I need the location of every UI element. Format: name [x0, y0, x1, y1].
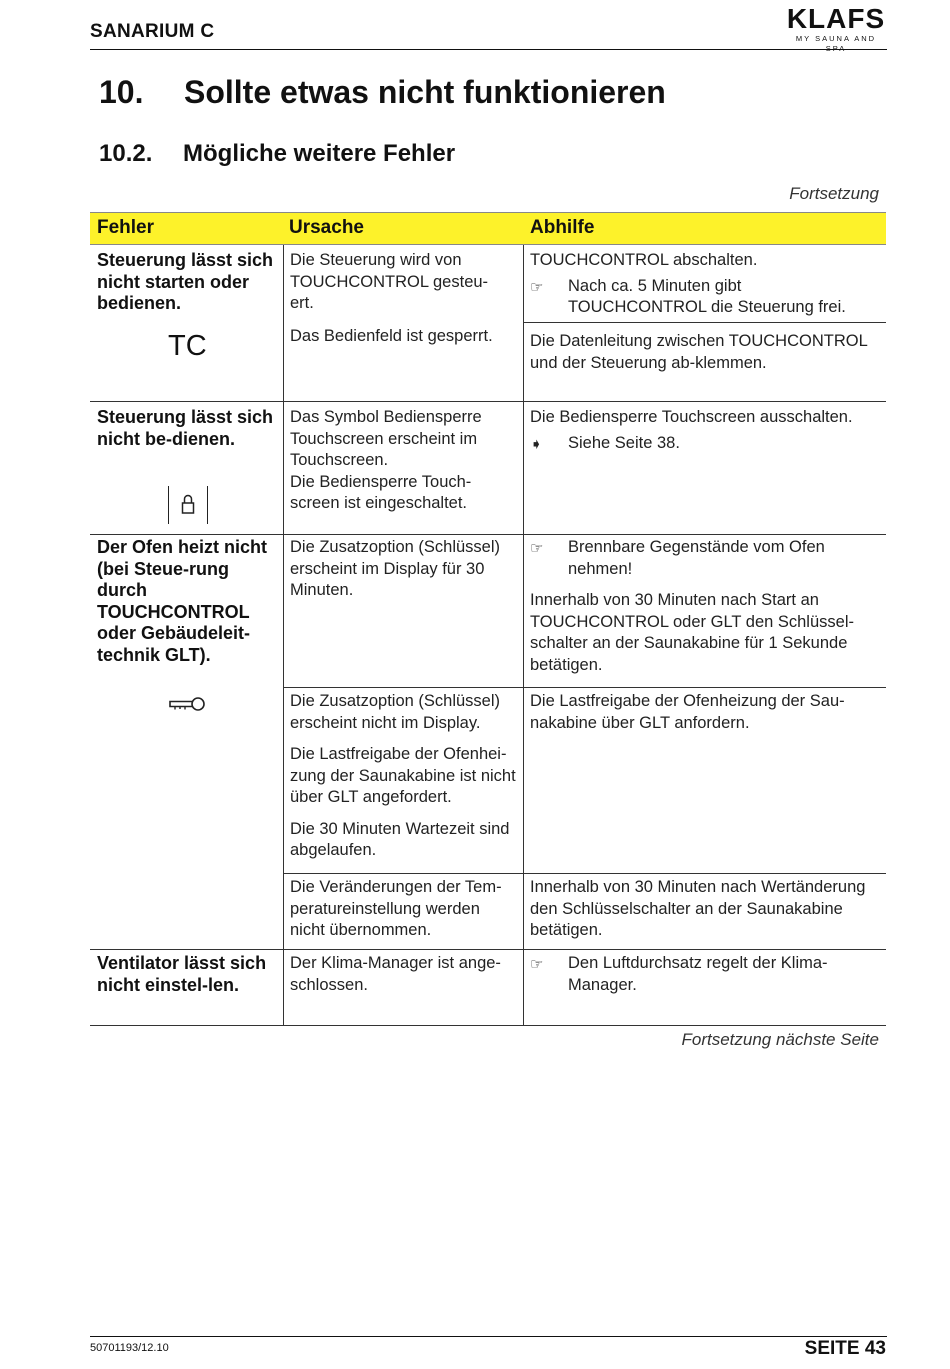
hint-text: Nach ca. 5 Minuten gibt TOUCHCONTROL die Steuerung frei. [568, 276, 846, 316]
cause-text: Das Bedienfeld ist gesperrt. [290, 327, 493, 345]
cause-fragment: ) erscheint im Display für 30 Minuten. [290, 538, 501, 599]
cause-text [290, 691, 518, 734]
cause-text: Die 30 Minuten Wartezeit sind abgelaufen. [290, 819, 510, 859]
key-term: Schlüssel [423, 692, 495, 710]
page-number: SEITE 43 [804, 1338, 886, 1359]
hand-pointer-icon: ☞ [530, 278, 544, 296]
cause-cell [290, 691, 518, 862]
remedy-cell [530, 953, 880, 996]
chapter-number: 10. [99, 74, 144, 110]
header-rule [90, 49, 887, 50]
cause-cell [290, 407, 515, 515]
remedy-text: Innerhalb von 30 Minuten nach Start an TOUCHCONTROL oder GLT den Schlüssel-schalter an der Saunakabine für 1 Sekunde betätigen. [530, 591, 854, 674]
remedy-cell [530, 537, 880, 676]
cause-fragment: ) erscheint [290, 692, 501, 732]
remedy-text: Die Datenleitung zwischen TOUCHCONTROL und der Steuerung ab-klemmen. [530, 332, 868, 372]
hand-pointer-icon: ☞ [530, 956, 544, 973]
remedy-cell [530, 407, 880, 455]
remedy-cell [530, 250, 880, 319]
column-divider [523, 245, 524, 1026]
header-product: SANARIUM C [90, 21, 215, 42]
emphasis-term: nicht [361, 713, 397, 732]
error-text: Ventilator lässt sich nicht einstel-len. [97, 953, 267, 995]
cause-fragment: Die Lastfreigabe der Ofenhei-zung der Saunakabine ist [290, 745, 507, 785]
emphasis-term: nicht [480, 766, 516, 785]
row-divider [90, 401, 886, 402]
hint-text: Brennbare Gegenstände vom Ofen nehmen! [568, 538, 825, 578]
remedy-text: Die Bediensperre Touchscreen ausschalten. [530, 408, 853, 426]
continuation-note-bottom: Fortsetzung nächste Seite [681, 1030, 879, 1049]
chapter-heading [99, 74, 666, 111]
footer-rule [90, 1336, 887, 1337]
error-text: Steuerung lässt sich nicht be-dienen. [97, 407, 274, 449]
cause-text: Die Bediensperre Touch-screen ist eingeschaltet. [290, 472, 472, 512]
column-divider [283, 245, 284, 1026]
column-header-abhilfe: Abhilfe [530, 217, 595, 238]
section-heading [99, 140, 455, 168]
continuation-note-top: Fortsetzung [789, 184, 879, 203]
section-title: Mögliche weitere Fehler [183, 140, 456, 167]
row-divider [90, 1025, 886, 1026]
lock-icon-graphic [169, 486, 209, 524]
hint-item [530, 276, 880, 319]
cause-fragment: Die Zusatzoption ( [290, 538, 424, 556]
troubleshooting-table [90, 212, 886, 1026]
column-header-ursache: Ursache [289, 217, 364, 238]
klafs-logo [785, 4, 887, 54]
arrow-icon: ➧ [530, 435, 543, 453]
hint-item [530, 537, 880, 580]
remedy-text: Innerhalb von 30 Minuten nach Wertänderung den Schlüsselschalter an der Saunakabine betätigen. [530, 878, 866, 939]
lock-icon [168, 486, 208, 524]
key-icon [166, 694, 208, 719]
hint-item [530, 953, 880, 996]
section-number: 10.2. [99, 140, 153, 167]
cause-text: Der Klima-Manager ist ange-schlossen. [290, 954, 501, 994]
cause-text [290, 537, 518, 602]
error-text: Der Ofen heizt nicht (bei Steue-rung durch TOUCHCONTROL oder Gebäudeleit-technik GLT). [97, 537, 268, 665]
reference-item [530, 433, 880, 456]
cause-text: Das Symbol Bediensperre Touchscreen erscheint im Touchscreen. [290, 408, 482, 469]
remedy-text: TOUCHCONTROL abschalten. [530, 251, 758, 269]
table-header [90, 212, 886, 245]
cause-text: Die Steuerung wird von TOUCHCONTROL gesteu-ert. [290, 251, 489, 312]
key-term: Schlüssel [423, 538, 495, 556]
cause-text: Die Veränderungen der Tem-peratureinstellung werden nicht übernommen. [290, 878, 502, 939]
column-header-fehler: Fehler [97, 217, 155, 238]
row-divider [283, 687, 886, 688]
error-text: Steuerung lässt sich nicht starten oder bedienen. [97, 250, 274, 313]
chapter-title: Sollte etwas nicht funktionieren [184, 74, 666, 110]
reference-text: Siehe Seite 38. [568, 433, 680, 452]
logo-tagline: MY SAUNA AND SPA [795, 34, 877, 53]
cause-fragment: über GLT angefordert. [290, 788, 452, 806]
key-icon-graphic [166, 694, 208, 714]
logo-wordmark: KLAFS [786, 3, 886, 34]
document-number: 50701193/12.10 [90, 1342, 169, 1354]
row-divider [90, 949, 886, 950]
row-divider [90, 534, 886, 535]
row-divider [523, 322, 886, 323]
hint-text: Den Luftdurchsatz regelt der Klima-Manager. [568, 954, 828, 994]
cause-fragment: im Display. [396, 713, 481, 732]
tc-icon: TC [168, 330, 207, 362]
cause-fragment: Die Zusatzoption ( [290, 692, 424, 710]
remedy-text: Die Lastfreigabe der Ofenheizung der Sau-nakabine über GLT anfordern. [530, 692, 845, 732]
hand-pointer-icon: ☞ [530, 540, 544, 557]
row-divider [283, 873, 886, 874]
cause-text [290, 744, 518, 809]
